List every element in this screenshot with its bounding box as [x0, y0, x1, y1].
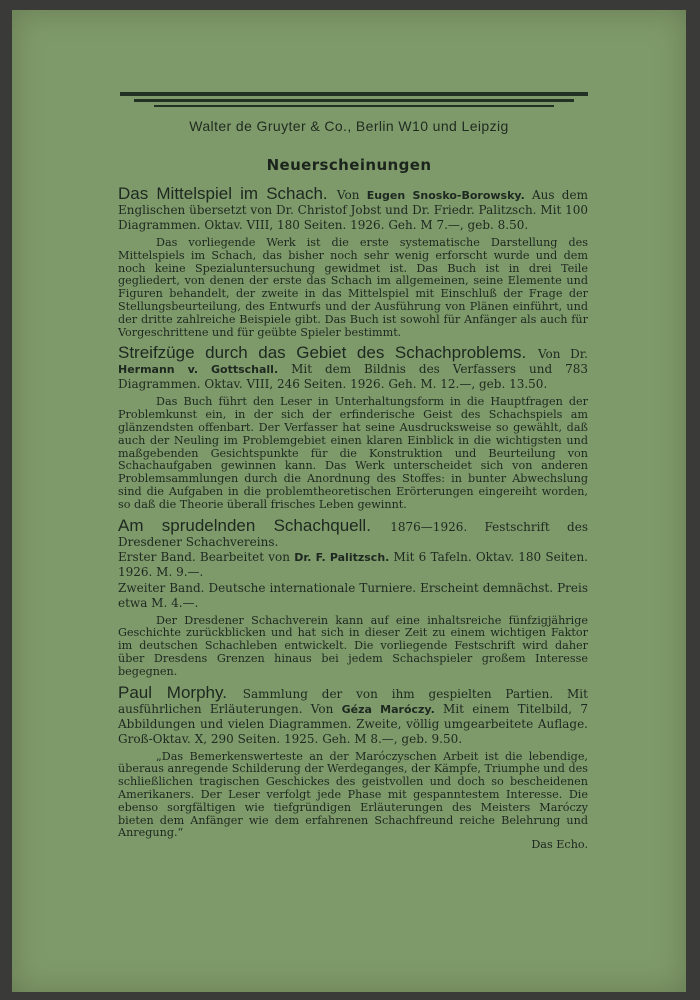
- volume-prefix: Erster Band. Bearbeitet von: [118, 549, 290, 564]
- book-list: [118, 186, 588, 857]
- book-details: Mit einem Titelbild, 7 Abbildungen und vielen Diagrammen. Zweite, völlig umgearbeitete Auflage. Groß-Oktav. X, 290 Seiten. 1925. Geh. M 8.—, geb. 9.50.: [118, 701, 588, 746]
- book-entry: [118, 682, 588, 852]
- book-entry: [118, 345, 588, 511]
- book-author: Hermann v. Gottschall.: [118, 363, 279, 377]
- book-entry: [118, 186, 588, 339]
- book-header: [118, 345, 588, 392]
- book-author: Géza Maróczy.: [341, 702, 435, 716]
- rule-line: [134, 99, 574, 102]
- rule-line: [120, 92, 588, 96]
- author-prefix: Von: [336, 188, 360, 202]
- book-header: [118, 186, 588, 233]
- book-header: [118, 682, 588, 747]
- book-entry: [118, 515, 588, 679]
- book-description: Das vorliegende Werk ist die erste systematische Darstellung des Mittelspiels im Schach, das bisher noch sehr wenig erforscht wurde und dem noch keine Spezialuntersuchung gewidmet ist. Das Buch ist in drei Teile gegliedert, von denen der erste das Schach im allgemeinen, seine Elemente und Figuren behandelt, der zweite in das Mittelspiel mit Einschluß der Frage der Stellungsbeurteilung, des Entwurfs und der Ausführung von Plänen einführt, und der dritte zahlreiche Beispiele gibt. Das Buch ist sowohl für Anfänger als auch für Vorgeschrittene und für geübte Spieler bestimmt.: [118, 236, 588, 339]
- book-description: Der Dresdener Schachverein kann auf eine inhaltsreiche fünfzigjährige Geschichte zurückblicken und hat sich in dieser Zeit zu einem wichtigen Faktor im deutschen Schachleben entwickelt. Die vorliegende Festschrift wird daher über Dresdens Grenzen hinaus bei jedem Schachspieler großem Interesse begegnen.: [118, 613, 588, 678]
- author-prefix: Sammlung der von ihm gespielten Partien. Mit ausführlichen Erläuterungen. Von: [118, 686, 588, 716]
- volume-one: [118, 550, 588, 580]
- book-details: Aus dem Englischen übersetzt von Dr. Christof Jobst und Dr. Friedr. Palitzsch. Mit 100 Diagrammen. Oktav. VIII, 180 Seiten. 1926. Geh. M 7.—, geb. 8.50.: [118, 188, 588, 232]
- page-heading: Neuerscheinungen: [266, 156, 432, 174]
- rule-line: [154, 105, 554, 107]
- book-title: Streifzüge durch das Gebiet des Schachproblems.: [118, 343, 527, 363]
- review-quote: „Das Bemerkenswerteste an der Maróczyschen Arbeit ist die lebendige, überaus anregende Schilderung der Werdeganges, der Kämpfe, Triumphe und des schließlichen tragischen Geschickes des geistvollen und doch so bescheidenen Amerikaners. Der Leser verfolgt jede Phase mit gespanntestem Interesse. Die ebenso sorgfältigen wie tiefgründigen Erläuterungen des Meisters Maróczy bieten dem Anfänger wie dem erfahrenen Schachfreund reiche Belehrung und Anregung.“: [118, 749, 588, 840]
- quote-source: Das Echo.: [531, 838, 588, 852]
- author-prefix: Von Dr.: [537, 347, 588, 362]
- book-title: Paul Morphy.: [118, 682, 227, 702]
- book-author: Eugen Snosko-Borowsky.: [366, 189, 525, 202]
- book-header: [118, 515, 588, 550]
- book-description: Das Buch führt den Leser in Unterhaltungsform in die Hauptfragen der Problemkunst ein, in der sich der erfinderische Geist des Schachspiels am glänzendsten offenbart. Der Verfasser hat seine Ausdrucksweise so gewählt, daß auch der Neuling im Problemgebiet einen klaren Einblick in die wichtigsten und maßgebenden Gesichtspunkte für die Konstruktion und Beurteilung von Schachaufgaben gewinnen kann. Das Werk unterscheidet sich von anderen Problemsammlungen durch die Anordnung des Stoffes: in bunter Abwechslung sind die Aufgaben in die problemtheoretischen Erörterungen eingereiht worden, so daß die Theorie überall frisches Leben gewinnt.: [118, 395, 588, 511]
- book-details: 1876—1926. Festschrift des Dresdener Schachvereins.: [118, 519, 588, 549]
- volume-two: Zweiter Band. Deutsche internationale Turniere. Erscheint demnächst. Preis etwa M. 4.—.: [118, 580, 588, 610]
- decorative-rules: [120, 92, 588, 110]
- publisher-line: Walter de Gruyter & Co., Berlin W10 und Leipzig: [189, 118, 509, 134]
- book-title: Am sprudelnden Schachquell.: [118, 515, 371, 535]
- catalog-page: [12, 10, 686, 992]
- book-author: Dr. F. Palitzsch.: [294, 550, 390, 564]
- volume-details: Mit 6 Tafeln. Oktav. 180 Seiten. 1926. M. 9.—.: [118, 549, 588, 579]
- book-details: Mit dem Bildnis des Verfassers und 783 Diagrammen. Oktav. VIII, 246 Seiten. 1926. Geh. M. 12.—, geb. 13.50.: [118, 362, 588, 392]
- book-title: Das Mittelspiel im Schach.: [118, 184, 328, 203]
